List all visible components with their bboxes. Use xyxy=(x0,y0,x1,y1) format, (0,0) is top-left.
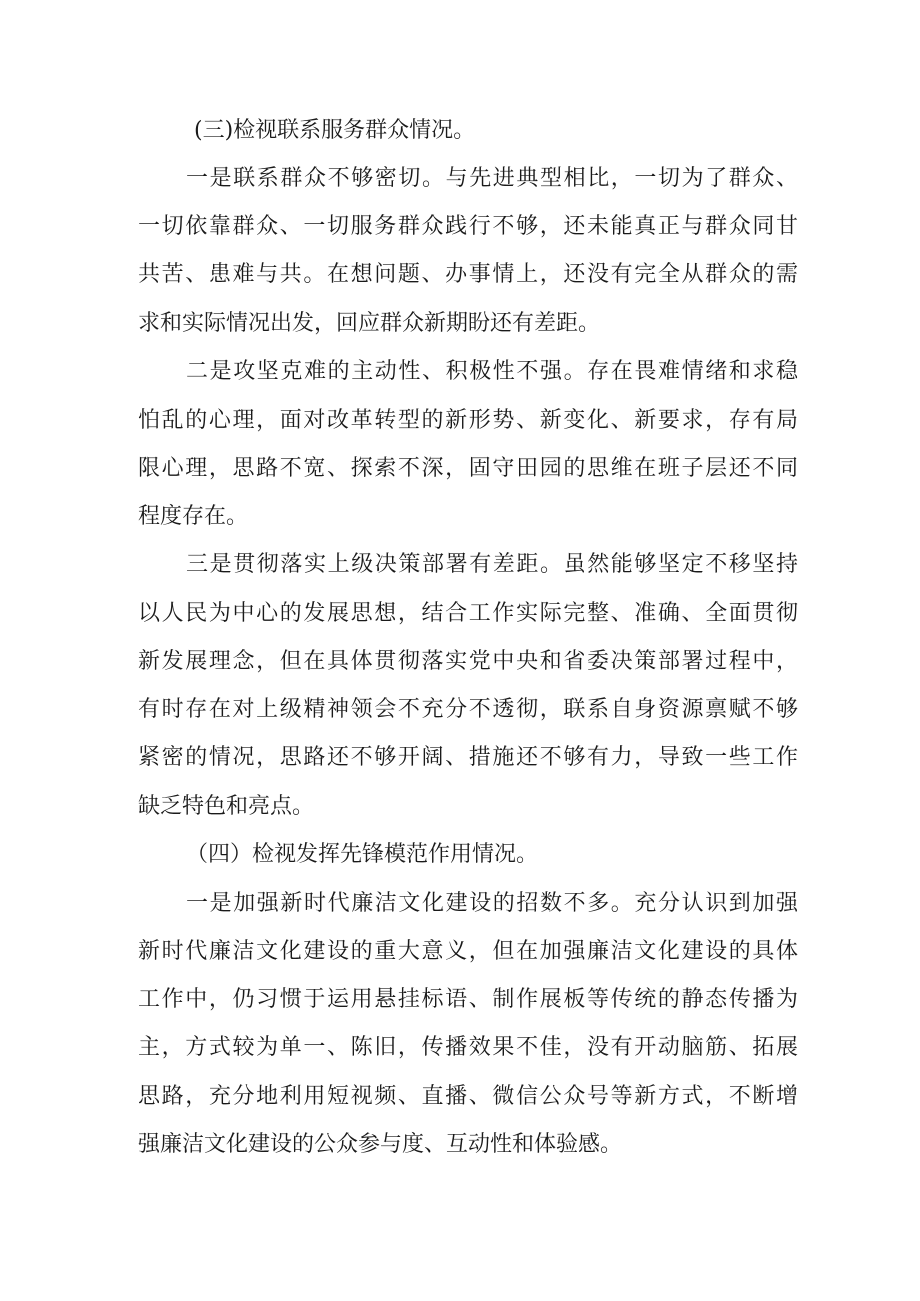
paragraph-line: 程度存在。 xyxy=(138,504,249,529)
paragraph-line: 求和实际情况出发，回应群众新期盼还有差距。 xyxy=(138,311,601,336)
paragraph-line: 一切依靠群众、一切服务群众践行不够，还未能真正与群众同甘 xyxy=(138,214,798,239)
paragraph-line: 主，方式较为单一、陈旧，传播效果不佳，没有开动脑筋、拓展 xyxy=(138,1035,798,1060)
paragraph-line: 工作中，仍习惯于运用悬挂标语、制作展板等传统的静态传播为 xyxy=(138,987,798,1012)
paragraph-line: 限心理，思路不宽、探索不深，固守田园的思维在班子层还不同 xyxy=(138,456,798,481)
paragraph-line: 共苦、患难与共。在想问题、办事情上，还没有完全从群众的需 xyxy=(138,262,798,287)
paragraph-line: 一是加强新时代廉洁文化建设的招数不多。充分认识到加强 xyxy=(186,891,798,916)
section-heading-4: （四）检视发挥先锋模范作用情况。 xyxy=(186,842,539,867)
paragraph-line: 思路，充分地利用短视频、直播、微信公众号等新方式，不断增 xyxy=(138,1084,798,1109)
paragraph-line: 紧密的情况，思路还不够开阔、措施还不够有力，导致一些工作 xyxy=(138,745,798,770)
paragraph-line: 新时代廉洁文化建设的重大意义，但在加强廉洁文化建设的具体 xyxy=(138,939,798,964)
paragraph-line: 三是贯彻落实上级决策部署有差距。虽然能够坚定不移坚持 xyxy=(186,552,798,577)
paragraph-line: 缺乏特色和亮点。 xyxy=(138,794,315,819)
paragraph-line: 二是攻坚克难的主动性、积极性不强。存在畏难情绪和求稳 xyxy=(186,359,798,384)
section-heading-3: (三)检视联系服务群众情况。 xyxy=(194,118,476,143)
paragraph-line: 新发展理念，但在具体贯彻落实党中央和省委决策部署过程中， xyxy=(138,649,798,674)
paragraph-line: 有时存在对上级精神领会不充分不透彻，联系自身资源禀赋不够 xyxy=(138,697,798,722)
paragraph-line: 以人民为中心的发展思想，结合工作实际完整、准确、全面贯彻 xyxy=(138,601,798,626)
paragraph-line: 强廉洁文化建设的公众参与度、互动性和体验感。 xyxy=(138,1132,623,1157)
paragraph-line: 怕乱的心理，面对改革转型的新形势、新变化、新要求，存有局 xyxy=(138,408,798,433)
paragraph-line: 一是联系群众不够密切。与先进典型相比，一切为了群众、 xyxy=(186,166,798,191)
